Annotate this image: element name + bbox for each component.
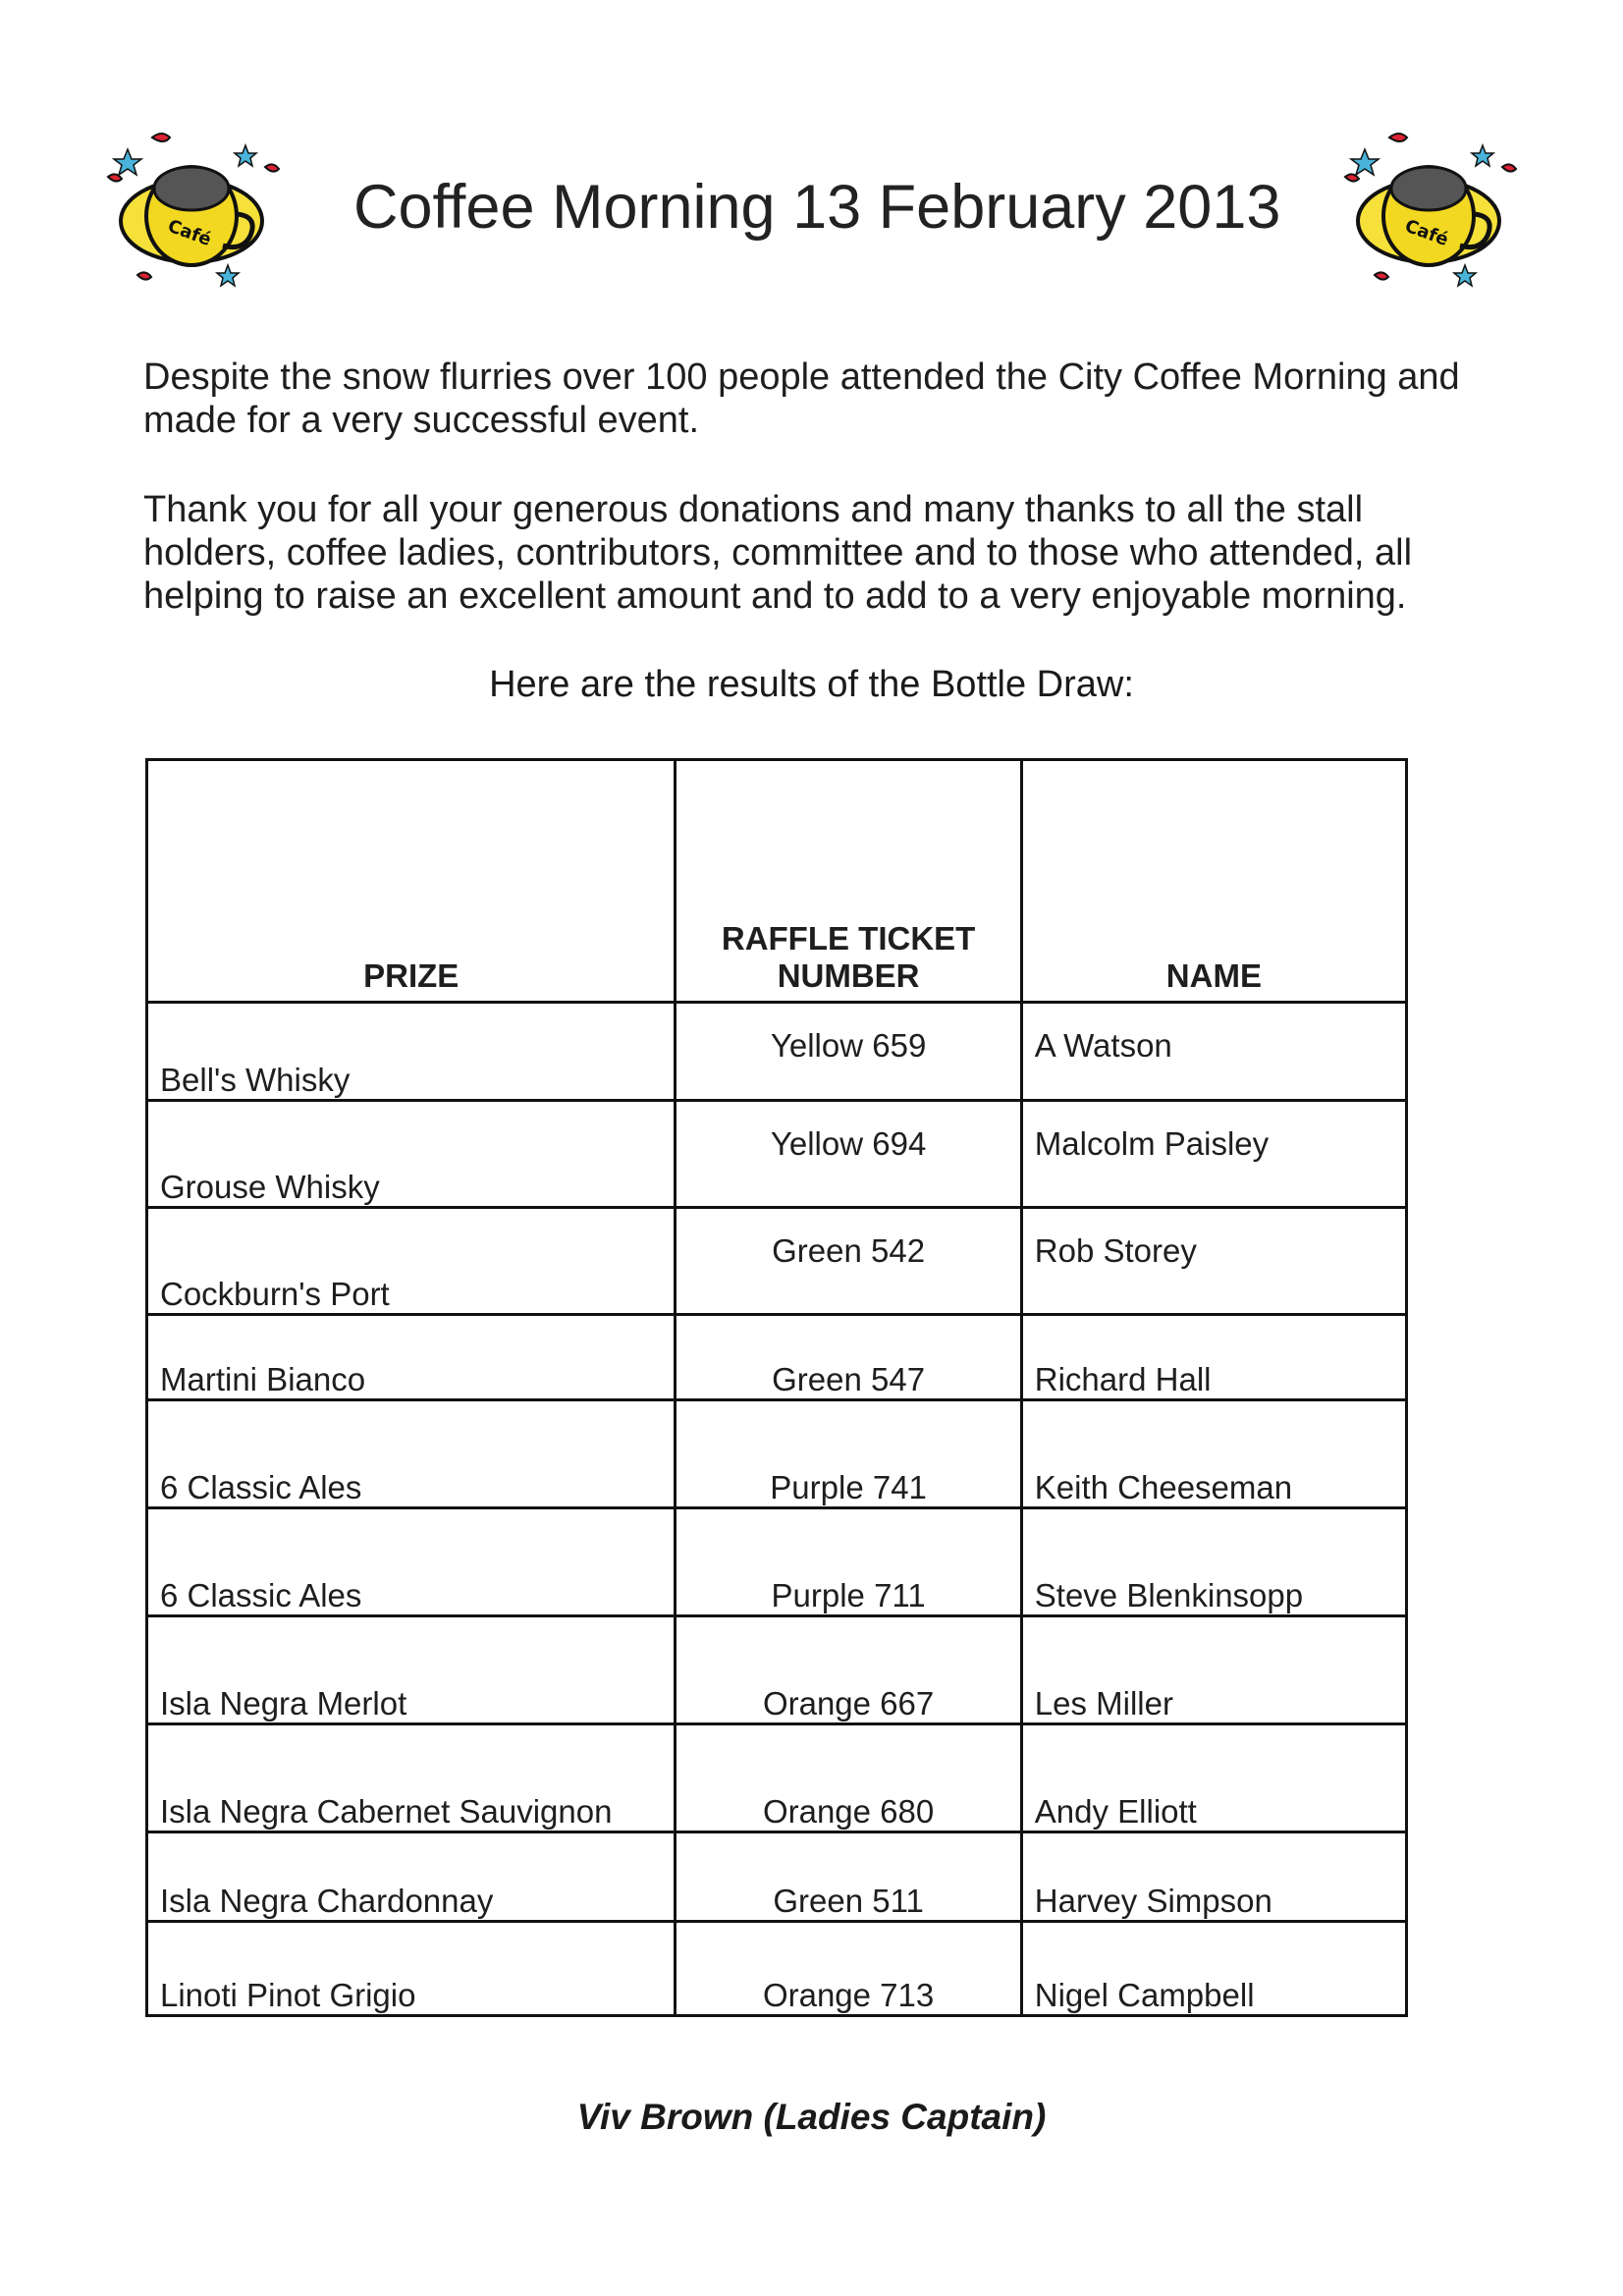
ticket-cell: Green 511 [676,1832,1021,1922]
cafe-cup-icon [1335,128,1522,295]
header-ticket-line1: RAFFLE TICKET [721,920,976,957]
prize-cell: Bell's Whisky [147,1003,676,1101]
name-cell: Nigel Campbell [1021,1922,1406,2016]
header-name: NAME [1021,760,1406,1003]
svg-text:Café: Café [165,215,214,251]
results-intro: Here are the results of the Bottle Draw: [489,664,1134,705]
table-row [147,1315,1407,1400]
name-cell: Harvey Simpson [1021,1832,1406,1922]
table-row [147,1832,1407,1922]
thanks-paragraph: Thank you for all your generous donations and many thanks to all the stall holders, coffee ladies, contributors, committee and to those who attended, all helping to raise an excellent amount and to add to a very enjoyable morning. [143,489,1413,617]
ticket-cell: Yellow 659 [676,1003,1021,1101]
name-cell: Andy Elliott [1021,1724,1406,1832]
name-cell: Richard Hall [1021,1315,1406,1400]
prize-cell: Cockburn's Port [147,1208,676,1315]
header [0,108,1623,304]
ticket-cell: Yellow 694 [676,1101,1021,1208]
table-row [147,1724,1407,1832]
prize-cell: Grouse Whisky [147,1101,676,1208]
svg-text:Café: Café [1402,215,1451,251]
ticket-cell: Green 547 [676,1315,1021,1400]
name-cell: A Watson [1021,1003,1406,1101]
table-row [147,1400,1407,1508]
name-cell: Malcolm Paisley [1021,1101,1406,1208]
name-cell: Steve Blenkinsopp [1021,1508,1406,1616]
page-title: Coffee Morning 13 February 2013 [353,173,1281,242]
table-row [147,1003,1407,1101]
signature: Viv Brown (Ladies Captain) [576,2097,1047,2137]
prize-cell: Martini Bianco [147,1315,676,1400]
ticket-cell: Orange 680 [676,1724,1021,1832]
table-row [147,1101,1407,1208]
ticket-cell: Green 542 [676,1208,1021,1315]
table-header-row [147,760,1407,1003]
intro-paragraph: Despite the snow flurries over 100 people attended the City Coffee Morning and made for a very successful event. [143,356,1460,441]
table-row [147,1922,1407,2016]
header-ticket-line2: NUMBER [777,957,920,994]
table-row [147,1616,1407,1724]
cafe-cup-icon [98,128,285,295]
name-cell: Keith Cheeseman [1021,1400,1406,1508]
name-cell: Rob Storey [1021,1208,1406,1315]
prize-cell: Linoti Pinot Grigio [147,1922,676,2016]
name-cell: Les Miller [1021,1616,1406,1724]
header-prize: PRIZE [147,760,676,1003]
ticket-cell: Orange 713 [676,1922,1021,2016]
prize-cell: Isla Negra Chardonnay [147,1832,676,1922]
header-ticket [676,760,1021,1003]
ticket-cell: Orange 667 [676,1616,1021,1724]
prize-cell: Isla Negra Cabernet Sauvignon [147,1724,676,1832]
table-row [147,1208,1407,1315]
prize-cell: 6 Classic Ales [147,1508,676,1616]
bottle-draw-table [145,758,1408,2017]
prize-cell: Isla Negra Merlot [147,1616,676,1724]
prize-cell: 6 Classic Ales [147,1400,676,1508]
table-row [147,1508,1407,1616]
ticket-cell: Purple 741 [676,1400,1021,1508]
ticket-cell: Purple 711 [676,1508,1021,1616]
